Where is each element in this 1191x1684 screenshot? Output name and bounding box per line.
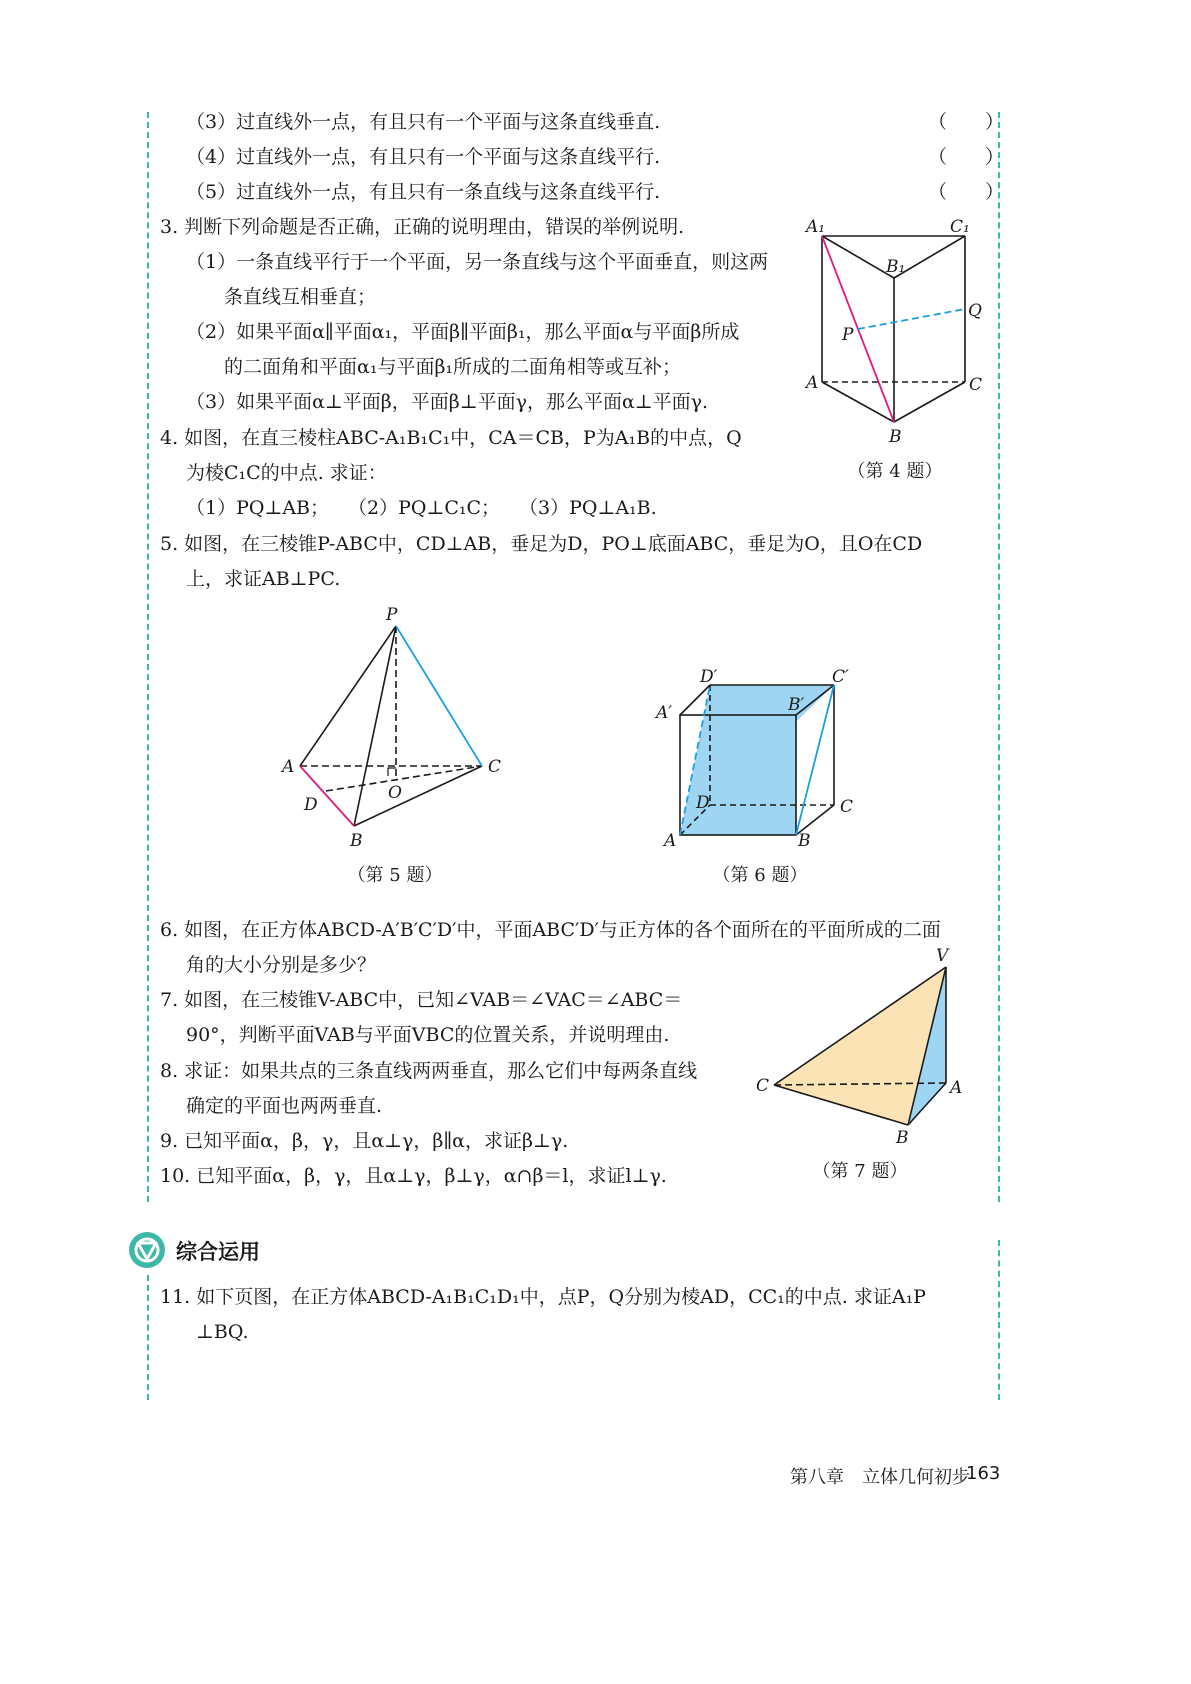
- left-margin-dashed-line-2: [147, 1275, 149, 1400]
- label-O: O: [388, 783, 402, 803]
- section-title: 综合运用: [176, 1240, 260, 1264]
- section-icon: [127, 1230, 167, 1270]
- problem-7: 7. 如图，在三棱锥V-ABC中，已知∠VAB＝∠VAC＝∠ABC＝: [160, 989, 683, 1011]
- problem-6: 6. 如图，在正方体ABCD-A′B′C′D′中，平面ABC′D′与正方体的各个面所在的平面所成的二面: [160, 919, 941, 941]
- label-A: A: [950, 1078, 963, 1098]
- label-V: V: [936, 946, 949, 966]
- label-B: B: [798, 831, 811, 851]
- label-Bp: B′: [788, 695, 805, 715]
- problem-2-3: （3）过直线外一点，有且只有一个平面与这条直线垂直.: [186, 111, 661, 133]
- problem-3-2: （2）如果平面α∥平面α₁，平面β∥平面β₁，那么平面α与平面β所成: [186, 321, 740, 343]
- label-A: A: [664, 831, 677, 851]
- problem-3: 3. 判断下列命题是否正确，正确的说明理由，错误的举例说明.: [160, 216, 685, 238]
- problem-8-cont: 确定的平面也两两垂直.: [186, 1095, 383, 1117]
- problem-3-1: （1）一条直线平行于一个平面，另一条直线与这个平面垂直，则这两: [186, 251, 769, 273]
- label-A1: A₁: [806, 217, 826, 237]
- caption-fig5: （第 5 题）: [347, 865, 443, 886]
- problem-4-cont: 为棱C₁C的中点. 求证：: [186, 462, 387, 484]
- label-Dp: D′: [700, 667, 718, 687]
- problem-2-4: （4）过直线外一点，有且只有一个平面与这条直线平行.: [186, 146, 661, 168]
- label-D: D: [304, 795, 318, 815]
- label-B: B: [896, 1128, 909, 1148]
- problem-10: 10. 已知平面α，β，γ，且α⊥γ，β⊥γ，α∩β＝l，求证l⊥γ.: [160, 1165, 667, 1187]
- problem-6-cont: 角的大小分别是多少？: [186, 954, 377, 976]
- label-Cp: C′: [832, 667, 849, 687]
- label-A: A: [282, 757, 295, 777]
- label-C: C: [756, 1076, 770, 1096]
- figure-7: [750, 945, 980, 1150]
- problem-4-parts: （1）PQ⊥AB； （2）PQ⊥C₁C； （3）PQ⊥A₁B.: [186, 497, 657, 519]
- problem-4: 4. 如图，在直三棱柱ABC-A₁B₁C₁中，CA＝CB，P为A₁B的中点，Q: [160, 427, 742, 449]
- problem-8: 8. 求证：如果共点的三条直线两两垂直，那么它们中每两条直线: [160, 1060, 698, 1082]
- label-P: P: [386, 605, 398, 625]
- problem-9: 9. 已知平面α，β，γ，且α⊥γ，β∥α，求证β⊥γ.: [160, 1130, 569, 1152]
- page-number: 163: [966, 1463, 1001, 1484]
- problem-3-3: （3）如果平面α⊥平面β，平面β⊥平面γ，那么平面α⊥平面γ.: [186, 391, 709, 413]
- left-margin-dashed-line: [147, 112, 149, 1202]
- label-D: D: [696, 793, 710, 813]
- label-B: B: [350, 831, 363, 851]
- label-Q: Q: [968, 301, 982, 321]
- answer-blank-2-3: （ ）: [928, 111, 1005, 133]
- problem-3-1-cont: 条直线互相垂直；: [224, 286, 377, 308]
- figure-6: [650, 660, 870, 860]
- figure-5: [270, 600, 520, 860]
- label-C: C: [840, 797, 854, 817]
- label-P: P: [842, 325, 854, 345]
- label-Ap: A′: [656, 703, 673, 723]
- caption-fig6: （第 6 题）: [712, 865, 808, 886]
- figure-4: [800, 210, 990, 450]
- label-C: C: [969, 375, 983, 395]
- problem-5: 5. 如图，在三棱锥P-ABC中，CD⊥AB，垂足为D，PO⊥底面ABC，垂足为O，且O在CD: [160, 533, 923, 555]
- label-C: C: [488, 757, 502, 777]
- footer-chapter: 第八章 立体几何初步: [790, 1467, 970, 1488]
- caption-fig4: （第 4 题）: [847, 461, 943, 482]
- label-C1: C₁: [950, 217, 970, 237]
- problem-11-cont: ⊥BQ.: [196, 1321, 249, 1343]
- label-A: A: [806, 373, 819, 393]
- label-B1: B₁: [886, 257, 906, 277]
- problem-7-cont: 90°，判断平面VAB与平面VBC的位置关系，并说明理由.: [186, 1024, 670, 1046]
- answer-blank-2-5: （ ）: [928, 181, 1005, 203]
- label-B: B: [889, 427, 902, 447]
- answer-blank-2-4: （ ）: [928, 146, 1005, 168]
- problem-11: 11. 如下页图，在正方体ABCD-A₁B₁C₁D₁中，点P，Q分别为棱AD，CC₁的中点. 求证A₁P: [160, 1286, 926, 1308]
- right-margin-dashed-line: [998, 112, 1000, 1202]
- problem-5-cont: 上，求证AB⊥PC.: [186, 568, 341, 590]
- problem-3-2-cont: 的二面角和平面α₁与平面β₁所成的二面角相等或互补；: [224, 356, 682, 378]
- right-margin-dashed-line-2: [998, 1240, 1000, 1400]
- caption-fig7: （第 7 题）: [812, 1161, 908, 1182]
- problem-2-5: （5）过直线外一点，有且只有一条直线与这条直线平行.: [186, 181, 661, 203]
